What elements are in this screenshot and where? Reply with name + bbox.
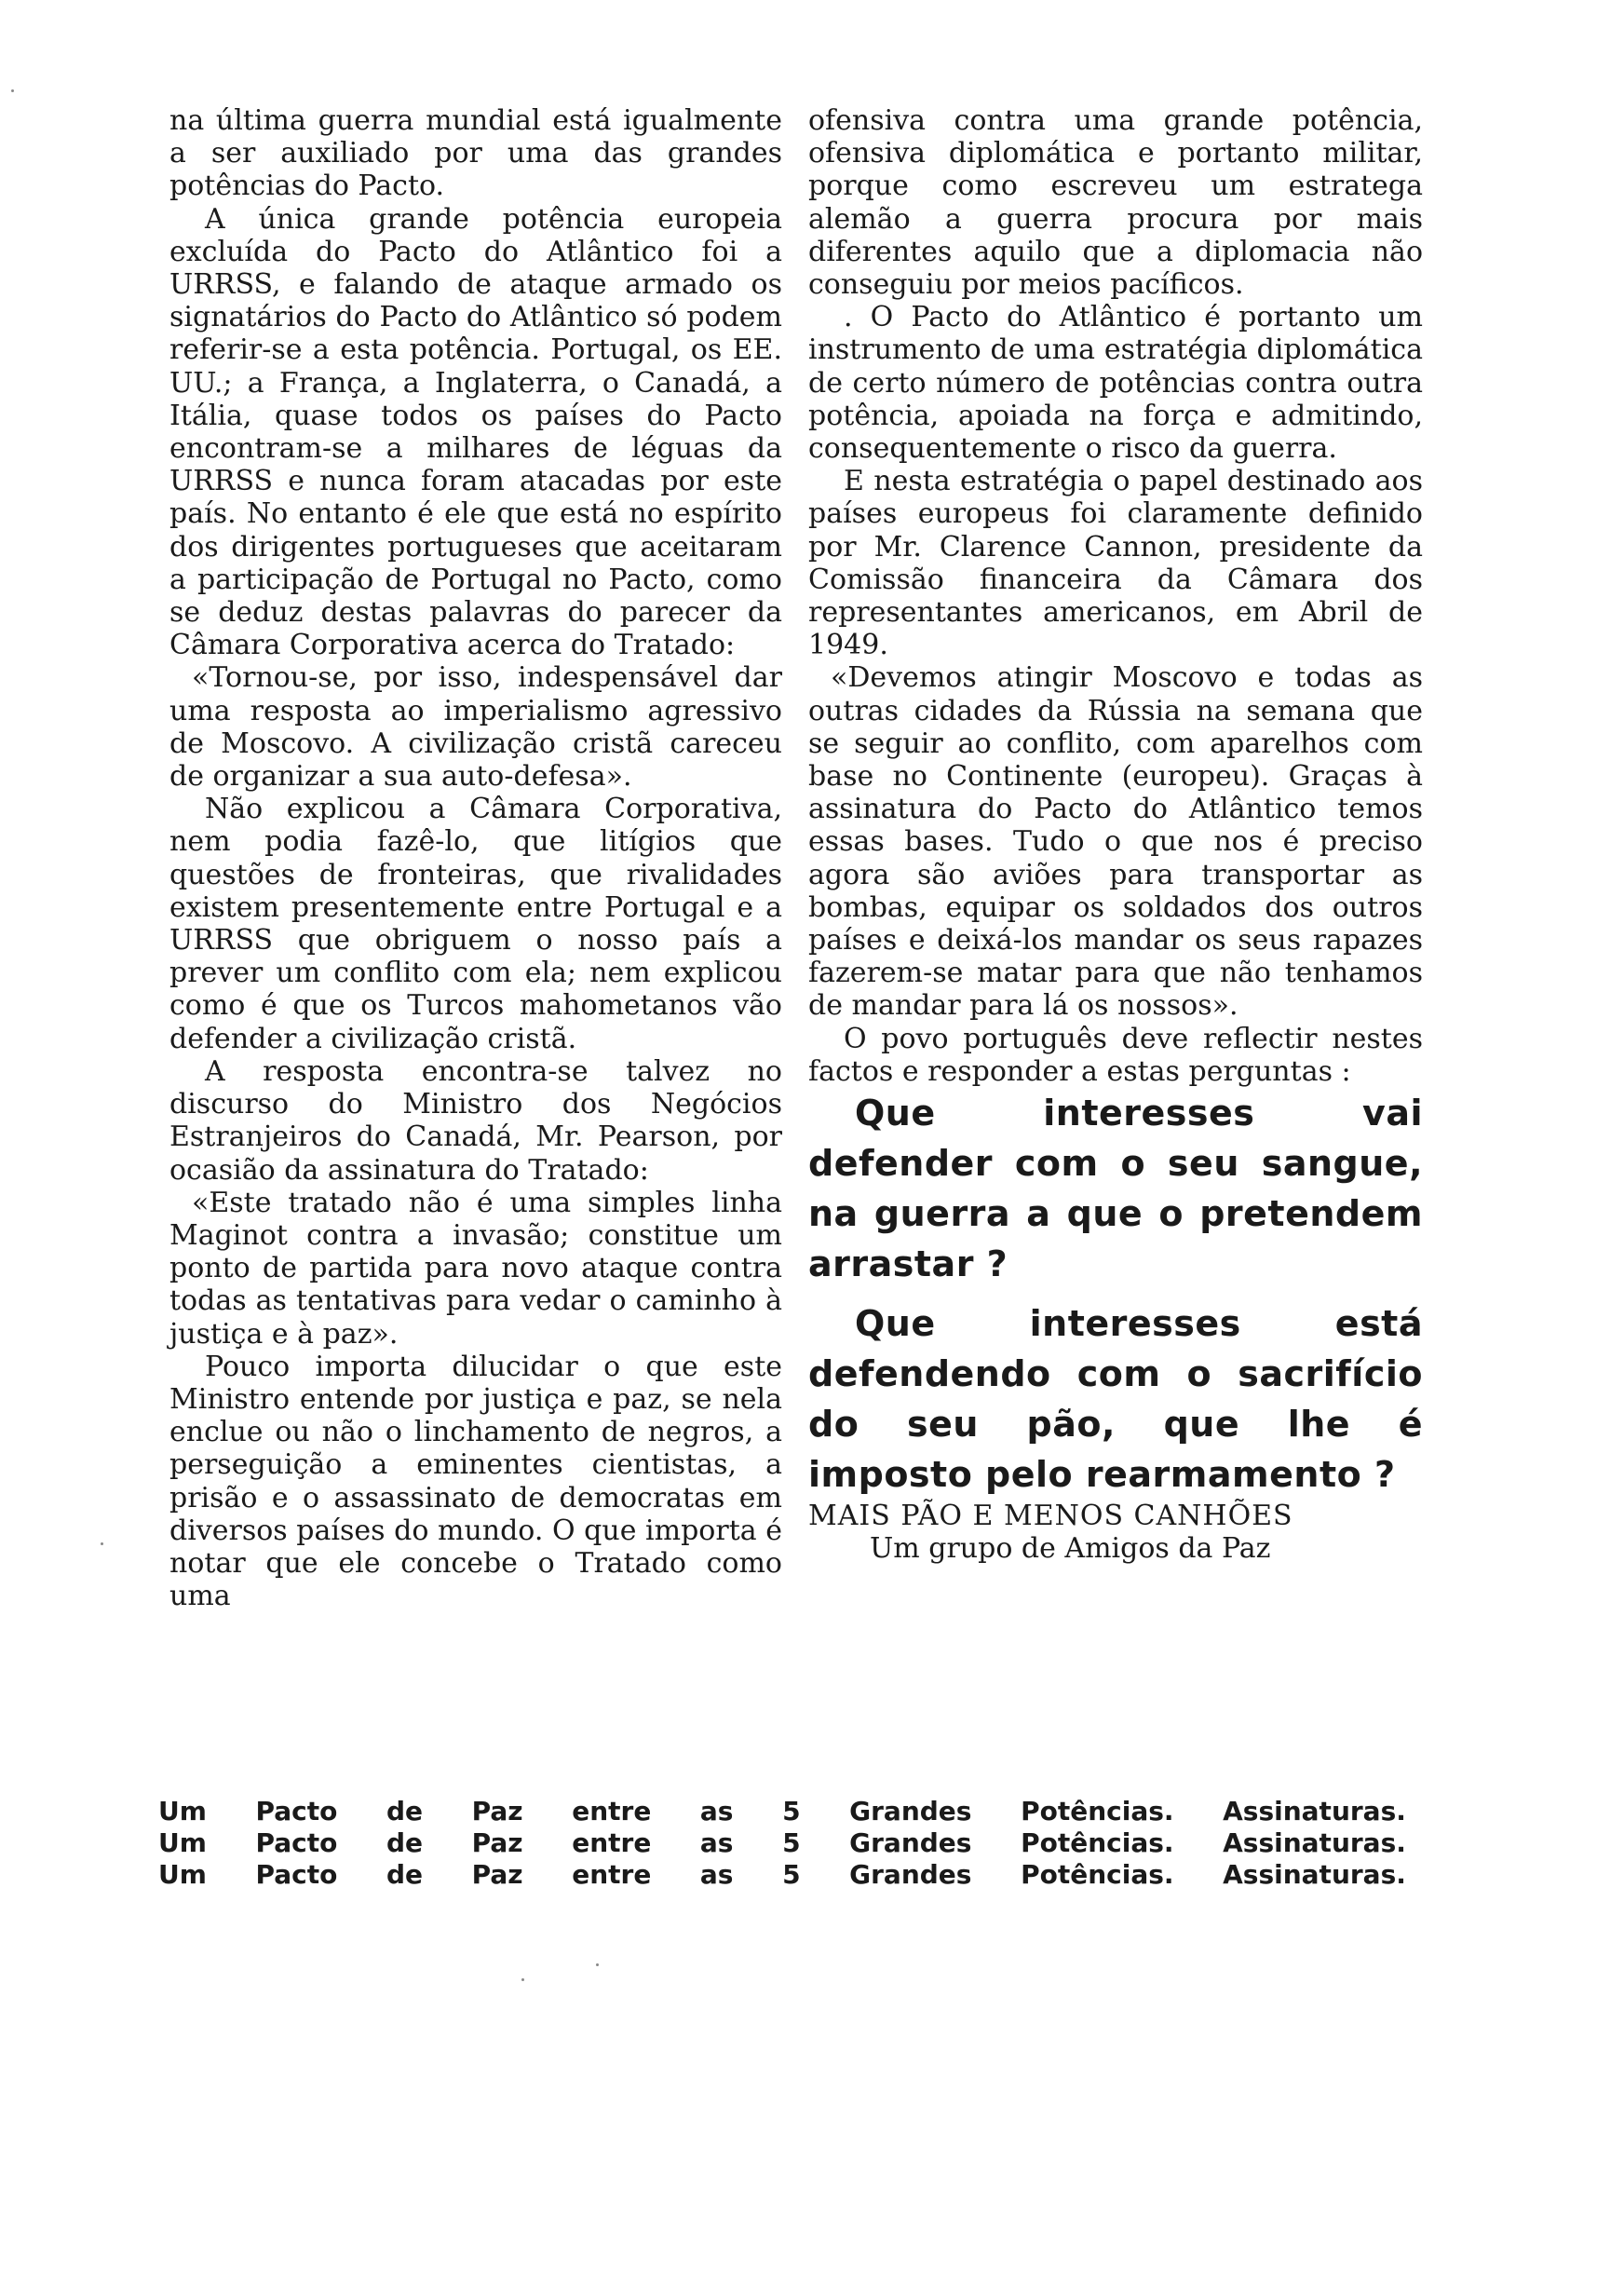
banner-word: 5 <box>782 1859 801 1890</box>
print-speck <box>11 89 14 92</box>
question-blood: Que interesses vai defender com o seu sangue, na guerra a que o pretendem arrastar ? <box>808 1093 1423 1285</box>
banner-word: Pacto <box>255 1796 338 1826</box>
print-speck <box>521 1978 524 1981</box>
banner-word: as <box>699 1796 734 1826</box>
banner-word: de <box>386 1827 424 1858</box>
banner-word: de <box>386 1859 424 1890</box>
banner-word: Um <box>158 1859 207 1890</box>
right-paragraph-3: E nesta estratégia o papel destinado aos países europeus foi claramente definido por Mr. Clarence Cannon, presidente da Comissão financeira da Câmara dos representantes americanos, em Abril de 1949. <box>808 465 1423 662</box>
banner-word: 5 <box>782 1827 801 1858</box>
banner-word: Paz <box>471 1796 523 1826</box>
right-paragraph-5: O povo português deve reflectir nestes factos e responder a estas perguntas : <box>808 1022 1423 1088</box>
banner-word: Paz <box>471 1827 523 1858</box>
banner-word: Potências. <box>1021 1827 1174 1858</box>
left-paragraph-2: A única grande potência europeia excluída do Pacto do Atlântico foi a URRSS, e falando de ataque armado os signatários do Pacto do Atlântico só podem referir-se a esta potência. Portugal, os EE. UU.; a França, a Inglaterra, o Canadá, a Itália, quase todos os países do Pacto encontram-se a milhares de léguas da URRSS e nunca foram atacadas por este país. No entanto é ele que está no espírito dos dirigentes portugueses que aceitaram a participação de Portugal no Pacto, como se deduz destas palavras do parecer da Câmara Corporativa acerca do Tratado: <box>169 202 782 662</box>
print-speck <box>596 1963 599 1966</box>
left-quote-camara-corporativa: «Tornou-se, por isso, indespensável dar uma resposta ao imperialismo agressivo de Moscovo. A civilização cristã careceu de organizar a sua auto-defesa». <box>169 661 782 794</box>
right-paragraph-2: . O Pacto do Atlântico é portanto um instrumento de uma estratégia diplomática de certo número de potências contra outra potência, apoiada na força e admitindo, consequentemente o risco da guerra. <box>808 301 1423 466</box>
left-paragraph-5: A resposta encontra-se talvez no discurso do Ministro dos Negócios Estranjeiros do Canadá, Mr. Pearson, por ocasião da assinatura do Tratado: <box>169 1054 782 1187</box>
left-paragraph-4: Não explicou a Câmara Corporativa, nem podia fazê-lo, que litígios que questões de fronteiras, que rivalidades existem presentemente entre Portugal e a URRSS que obriguem o nosso país a prever um conflito com ela; nem explicou como é que os Turcos mahometanos vão defender a civilização cristã. <box>169 793 782 1055</box>
question-bread: Que interesses está defendendo com o sacrifício do seu pão, que lhe é imposto pelo rearmamento ? <box>808 1303 1423 1496</box>
signature: Um grupo de Amigos da Paz <box>870 1532 1271 1566</box>
left-quote-pearson: «Este tratado não é uma simples linha Maginot contra a invasão; constitue um ponto de partida para novo ataque contra todas as tentativas para vedar o caminho à justiça e à paz». <box>169 1186 782 1351</box>
banner-word: 5 <box>782 1796 801 1826</box>
right-quote-cannon: «Devemos atingir Moscovo e todas as outras cidades da Rússia na semana que se seguir ao conflito, com aparelhos com base no Continente (europeu). Graças à assinatura do Pacto do Atlântico temos essas bases. Tudo o que nos é preciso agora são aviões para transportar as bombas, equipar os soldados dos outros países e deixá-los mandar os seus rapazes fazerem-se matar para que não tenhamos de mandar para lá os nossos». <box>808 661 1423 1023</box>
banner-word: entre <box>572 1827 652 1858</box>
banner-word: Pacto <box>255 1827 338 1858</box>
banner-word: Grandes <box>849 1796 972 1826</box>
banner-line <box>158 1796 1406 1827</box>
banner-line <box>158 1827 1406 1859</box>
peace-pact-banner <box>158 1796 1406 1891</box>
banner-word: Grandes <box>849 1827 972 1858</box>
left-column <box>169 104 782 1612</box>
banner-word: Paz <box>471 1859 523 1890</box>
banner-word: de <box>386 1796 424 1826</box>
banner-word: Assinaturas. <box>1223 1827 1406 1858</box>
banner-line <box>158 1859 1406 1891</box>
print-speck <box>101 1542 103 1545</box>
right-paragraph-1: ofensiva contra uma grande potência, ofensiva diplomática e portanto militar, porque como escreveu um estratega alemão a guerra procura por mais diferentes aquilo que a diplomacia não conseguiu por meios pacíficos. <box>808 104 1423 302</box>
banner-word: Potências. <box>1021 1796 1174 1826</box>
banner-word: Grandes <box>849 1859 972 1890</box>
banner-word: Potências. <box>1021 1859 1174 1890</box>
left-paragraph-1: na última guerra mundial está igualmente a ser auxiliado por uma das grandes potências do Pacto. <box>169 104 782 203</box>
banner-word: as <box>699 1859 734 1890</box>
right-column <box>808 104 1423 1566</box>
left-paragraph-7: Pouco importa dilucidar o que este Ministro entende por justiça e paz, se nela enclue ou não o linchamento de negros, a perseguição a eminentes cientistas, a prisão e o assassinato de democratas em diversos países do mundo. O que importa é notar que ele concebe o Tratado como uma <box>169 1350 782 1613</box>
banner-word: Pacto <box>255 1859 338 1890</box>
banner-word: Um <box>158 1827 207 1858</box>
banner-word: Assinaturas. <box>1223 1796 1406 1826</box>
banner-word: entre <box>572 1796 652 1826</box>
banner-word: Um <box>158 1796 207 1826</box>
banner-word: entre <box>572 1859 652 1890</box>
slogan: MAIS PÃO E MENOS CANHÕES <box>808 1500 1293 1533</box>
banner-word: as <box>699 1827 734 1858</box>
banner-word: Assinaturas. <box>1223 1859 1406 1890</box>
